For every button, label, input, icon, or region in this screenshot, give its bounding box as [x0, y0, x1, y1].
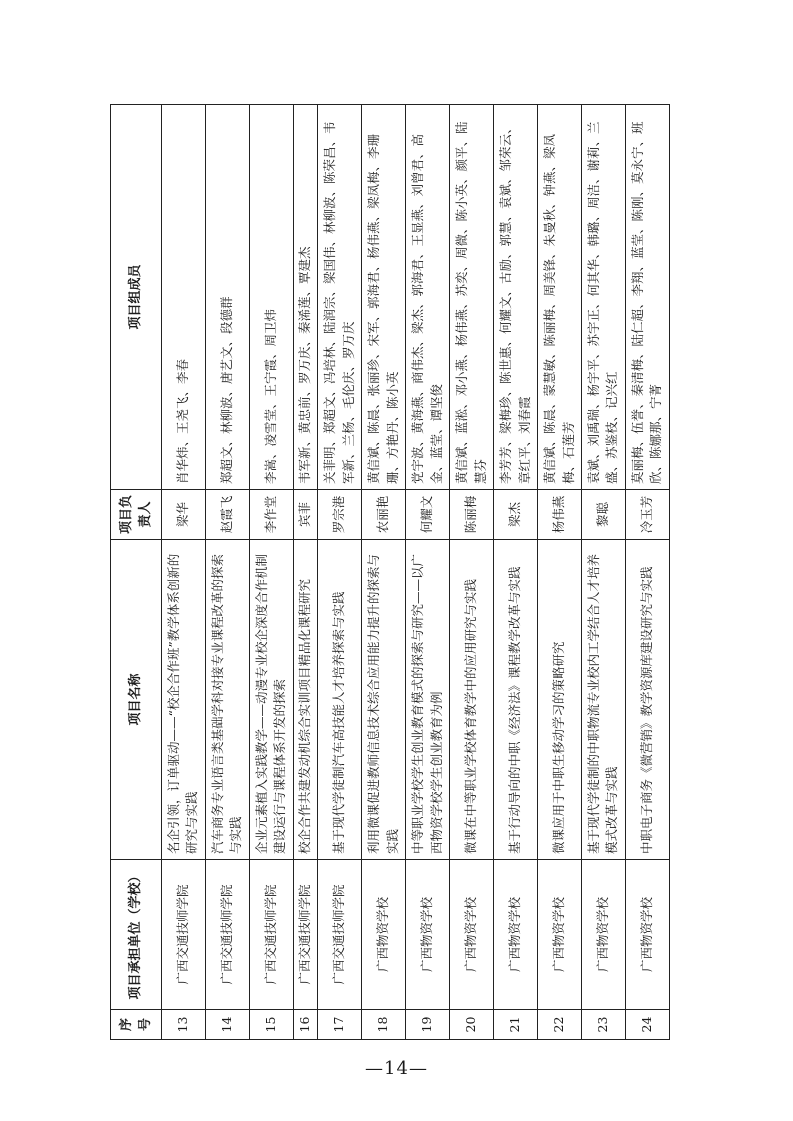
row-project-name: 汽车商务专业语言类基础学科对接专业课程改革的探索与实践: [205, 540, 249, 860]
row-number: 18: [362, 1010, 406, 1040]
row-leader: 杨伟燕: [538, 490, 582, 540]
row-number: 13: [162, 1010, 206, 1040]
table-row: [581, 105, 625, 1040]
row-unit: 广西交通技师学院: [162, 860, 206, 1010]
row-members: 莫丽梅、伍誉、秦清梅、陆仁超、李翔、蓝莹、陈刚、莫永宁、班欣、陈娜那、宁菁: [625, 105, 669, 490]
header-members: 项目组成员: [111, 105, 162, 490]
row-project-name: 基于现代学徒制汽车高技能人才培养探索与实践: [318, 540, 362, 860]
row-number: 16: [293, 1010, 318, 1040]
row-leader: 梁杰: [494, 490, 538, 540]
table-row: [318, 105, 362, 1040]
row-project-name: 微课应用于中职生移动学习的策略研究: [538, 540, 582, 860]
row-number: 15: [249, 1010, 293, 1040]
row-number: 21: [494, 1010, 538, 1040]
row-number: 19: [406, 1010, 450, 1040]
row-leader: 宾菲: [293, 490, 318, 540]
row-members: 袁斌、刘禹瑞、杨宇平、苏宇正、何其华、韩璐、周洁、谢莉、兰盛、苏鉴枝、记兴红: [581, 105, 625, 490]
row-unit: 广西物资学校: [581, 860, 625, 1010]
row-leader: 梁华: [162, 490, 206, 540]
row-project-name: 校企合作共建发动机综合实训项目精品化课程研究: [293, 540, 318, 860]
table-row: [362, 105, 406, 1040]
table-row: [293, 105, 318, 1040]
row-leader: 黎聪: [581, 490, 625, 540]
table-row: [494, 105, 538, 1040]
table-header-row: [111, 105, 162, 1040]
row-unit: 广西交通技师学院: [249, 860, 293, 1010]
row-unit: 广西交通技师学院: [205, 860, 249, 1010]
row-leader: 何耀文: [406, 490, 450, 540]
row-leader: 罗宗港: [318, 490, 362, 540]
row-unit: 广西物资学校: [406, 860, 450, 1010]
rotated-table-container: [110, 105, 670, 1040]
table-row: [406, 105, 450, 1040]
header-unit: 项目承担单位（学校）: [111, 860, 162, 1010]
row-project-name: 利用微课促进教师信息技术综合应用能力提升的探索与实践: [362, 540, 406, 860]
row-members: 黄信斌、陈晨、蒙慧敏、陈丽梅、周美锋、朱曼秋、钟燕、梁凤梅、石莲芳: [538, 105, 582, 490]
row-members: 李嵩、凌雪莹、王宁霞、周卫炜: [249, 105, 293, 490]
row-unit: 广西交通技师学院: [293, 860, 318, 1010]
row-leader: 冷玉芳: [625, 490, 669, 540]
header-name: 项目名称: [111, 540, 162, 860]
row-members: 黄信斌、陈晨、张丽珍、宋军、郭海君、杨伟燕、梁凤梅、李珊珊、方艳丹、陈小英: [362, 105, 406, 490]
row-unit: 广西交通技师学院: [318, 860, 362, 1010]
row-number: 17: [318, 1010, 362, 1040]
project-table: [110, 104, 670, 1040]
row-number: 14: [205, 1010, 249, 1040]
row-project-name: 中职电子商务《微营销》教学资源库建设研究与实践: [625, 540, 669, 860]
row-members: 李芳芳、梁梅珍、陈世惠、何耀文、古励、郭慧、袁斌、邹荣云、章红平、刘春霞: [494, 105, 538, 490]
table-row: [538, 105, 582, 1040]
row-leader: 农丽艳: [362, 490, 406, 540]
table-row: [450, 105, 494, 1040]
row-unit: 广西物资学校: [494, 860, 538, 1010]
row-unit: 广西物资学校: [625, 860, 669, 1010]
page-number: —14—: [365, 1058, 428, 1079]
row-unit: 广西物资学校: [362, 860, 406, 1010]
row-members: 黄信斌、蓝淞、邓小燕、杨伟燕、苏奕、周微、陈小英、颜平、陆慧芬: [450, 105, 494, 490]
row-unit: 广西物资学校: [450, 860, 494, 1010]
row-members: 党宇波、黄海燕、商伟杰、梁杰、郭海君、王显燕、刘曾君、高金、蓝莹、谭坚俊: [406, 105, 450, 490]
row-members: 韦军新、黄忠前、罗万庆、秦浠莲、覃建杰: [293, 105, 318, 490]
row-project-name: 微课在中等职业学校体育教学中的应用研究与实践: [450, 540, 494, 860]
row-project-name: 基于行动导向的中职《经济法》课程教学改革与实践: [494, 540, 538, 860]
row-members: 郑超文、林柳波、唐艺文、段德群: [205, 105, 249, 490]
row-leader: 赵霞飞: [205, 490, 249, 540]
row-unit: 广西物资学校: [538, 860, 582, 1010]
row-project-name: 基于现代学徒制的中职物流专业校内工学结合人才培养模式改革与实践: [581, 540, 625, 860]
row-members: 关菲明、郑超文、冯培林、陆润宗、梁国伟、林柳波、陈荣昌、韦军新、兰杨、毛伦庆、罗万庆: [318, 105, 362, 490]
row-members: 肖华炜、王尧飞、李春: [162, 105, 206, 490]
row-leader: 陈丽梅: [450, 490, 494, 540]
row-project-name: 企业元素植入实践教学——动漫专业校企深度合作机制建设运行与课程体系开发的探索: [249, 540, 293, 860]
row-number: 22: [538, 1010, 582, 1040]
table-row: [625, 105, 669, 1040]
row-project-name: 中等职业学校学生创业教育模式的探索与研究——以广西物资学校学生创业教育为例: [406, 540, 450, 860]
row-number: 24: [625, 1010, 669, 1040]
header-leader: 项目负责人: [111, 490, 162, 540]
table-row: [249, 105, 293, 1040]
row-number: 23: [581, 1010, 625, 1040]
table-row: [205, 105, 249, 1040]
row-leader: 李作堂: [249, 490, 293, 540]
header-num: 序号: [111, 1010, 162, 1040]
table-row: [162, 105, 206, 1040]
row-project-name: 名企引领，订单驱动——“校企合作班”教学体系创新的研究与实践: [162, 540, 206, 860]
row-number: 20: [450, 1010, 494, 1040]
